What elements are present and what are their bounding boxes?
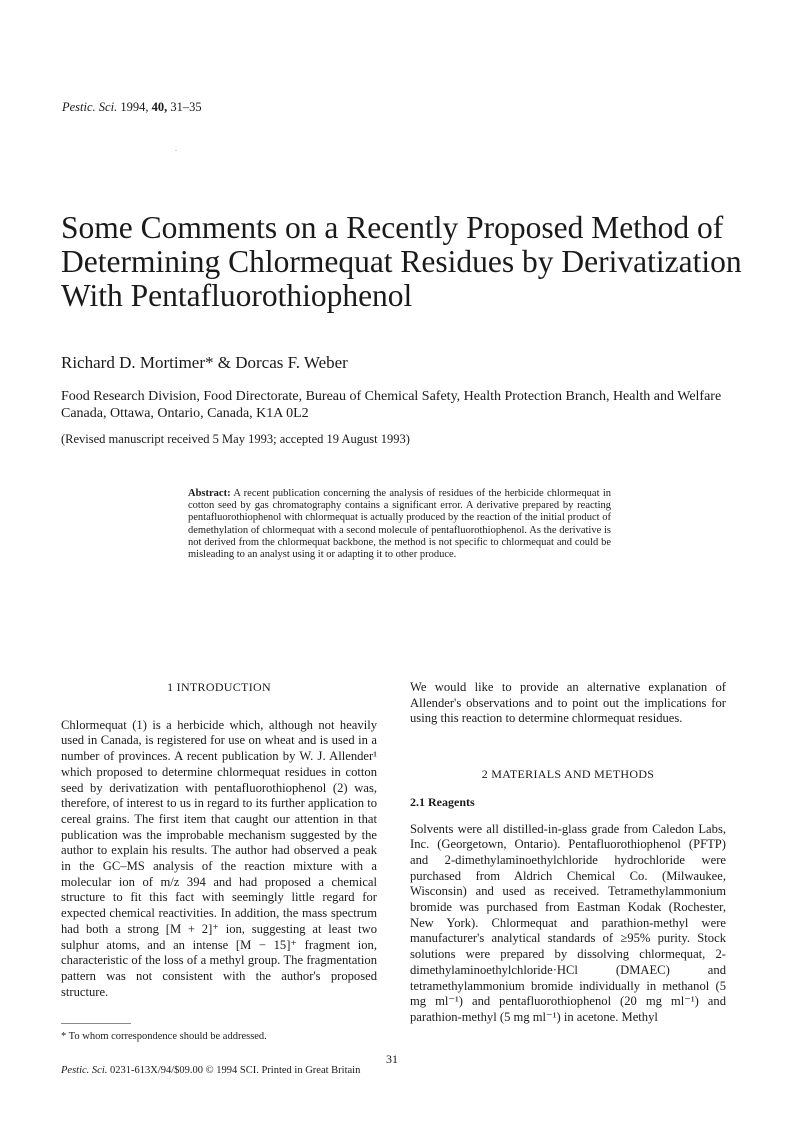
page-number: 31 — [386, 1052, 398, 1066]
journal-year: 1994, — [120, 100, 149, 114]
article-authors: Richard D. Mortimer* & Dorcas F. Weber — [61, 353, 348, 372]
article-title: Some Comments on a Recently Proposed Method of Determining Chlormequat Residues by Derivatization With Pentafluorothiophenol — [61, 210, 742, 313]
journal-citation — [62, 100, 202, 115]
section-heading-introduction: 1 INTRODUCTION — [167, 680, 271, 694]
methods-paragraph-1: Solvents were all distilled-in-glass grade from Caledon Labs, Inc. (Georgetown, Ontario). Pentafluorothiophenol (PFTP) and 2-dimethylaminoethylchloride hydrochloride were purchased from Aldrich Chemical Co. (Milwaukee, Wisconsin) and used as received. Tetramethylammonium bromide was purchased from Eastman Kodak (Rochester, New York). Chlormequat and parathion-methyl were manufacturer's analytical standards of ≥95% purity. Stock solutions were prepared by dissolving chlormequat, 2-dimethylaminoethylchloride·HCl (DMAEC) and tetramethylammonium bromide individually in methanol (5 mg ml⁻¹) and pentafluorothiophenol (20 mg ml⁻¹) and parathion-methyl (5 mg ml⁻¹) in acetone. Methyl — [410, 821, 726, 1024]
abstract-text: A recent publication concerning the analysis of residues of the herbicide chlormequat in cotton seed by gas chromatography contains a significant error. A derivative prepared by reacting pentafluorothiophenol with chlormequat is actually produced by the reaction of the initial product of demethylation of chlormequat with a second molecule of pentafluorothiophenol. As the derivative is not derived from the chlormequat backbone, the method is not specific to chlormequat and could be misleading to an analyst using it or adapting it to other produce. — [188, 488, 611, 561]
footer-text: 0231-613X/94/$09.00 © 1994 SCI. Printed in Great Britain — [109, 1065, 361, 1076]
introduction-paragraph-2: We would like to provide an alternative explanation of Allender's observations and to point out the implications for using this reaction to determine chlormequat residues. — [410, 680, 726, 726]
subsection-heading-reagents: 2.1 Reagents — [410, 794, 475, 809]
abstract-label: Abstract: — [188, 488, 231, 499]
page-footer — [61, 1065, 360, 1076]
column-right — [410, 680, 726, 1026]
section-heading-methods: 2 MATERIALS AND METHODS — [481, 767, 655, 782]
article-affiliation: Food Research Division, Food Directorate, Bureau of Chemical Safety, Health Protection Branch, Health and Welfare Canada, Ottawa, Ontario, Canada, K1A 0L2 — [61, 389, 722, 421]
footnote-rule — [61, 1023, 131, 1024]
manuscript-dates: (Revised manuscript received 5 May 1993; accepted 19 August 1993) — [61, 432, 410, 446]
column-left — [61, 680, 377, 1000]
journal-name: Pestic. Sci. — [62, 100, 118, 114]
journal-pages: 31–35 — [170, 100, 202, 114]
journal-volume: 40, — [151, 100, 168, 114]
scan-speck — [175, 150, 177, 151]
footer-journal: Pestic. Sci. — [61, 1065, 108, 1076]
introduction-paragraph-1: Chlormequat (1) is a herbicide which, although not heavily used in Canada, is registered for use on wheat and is used in a number of provinces. A recent publication by W. J. Allender¹ which proposed to determine chlormequat residues in cotton seed by derivatization with pentafluorothiophenol (2) was, therefore, of interest to us in regard to its further application to cereal grains. The first item that caught our attention in that publication was the improbable mechanism suggested by the author to explain his results. The author had observed a peak in the GC–MS analysis of the reaction mixture with a molecular ion of m/z 394 and had proposed a chemical structure to fit this fact with seemingly little regard for expected chemical reactivities. In addition, the mass spectrum had both a strong [M + 2]⁺ ion, suggesting at least two sulphur atoms, and an intense [M − 15]⁺ fragment ion, characteristic of the loss of a methyl group. The fragmentation pattern was not consistent with the author's proposed structure. — [61, 717, 377, 999]
abstract — [188, 488, 611, 561]
footnote: * To whom correspondence should be addressed. — [61, 1031, 267, 1042]
